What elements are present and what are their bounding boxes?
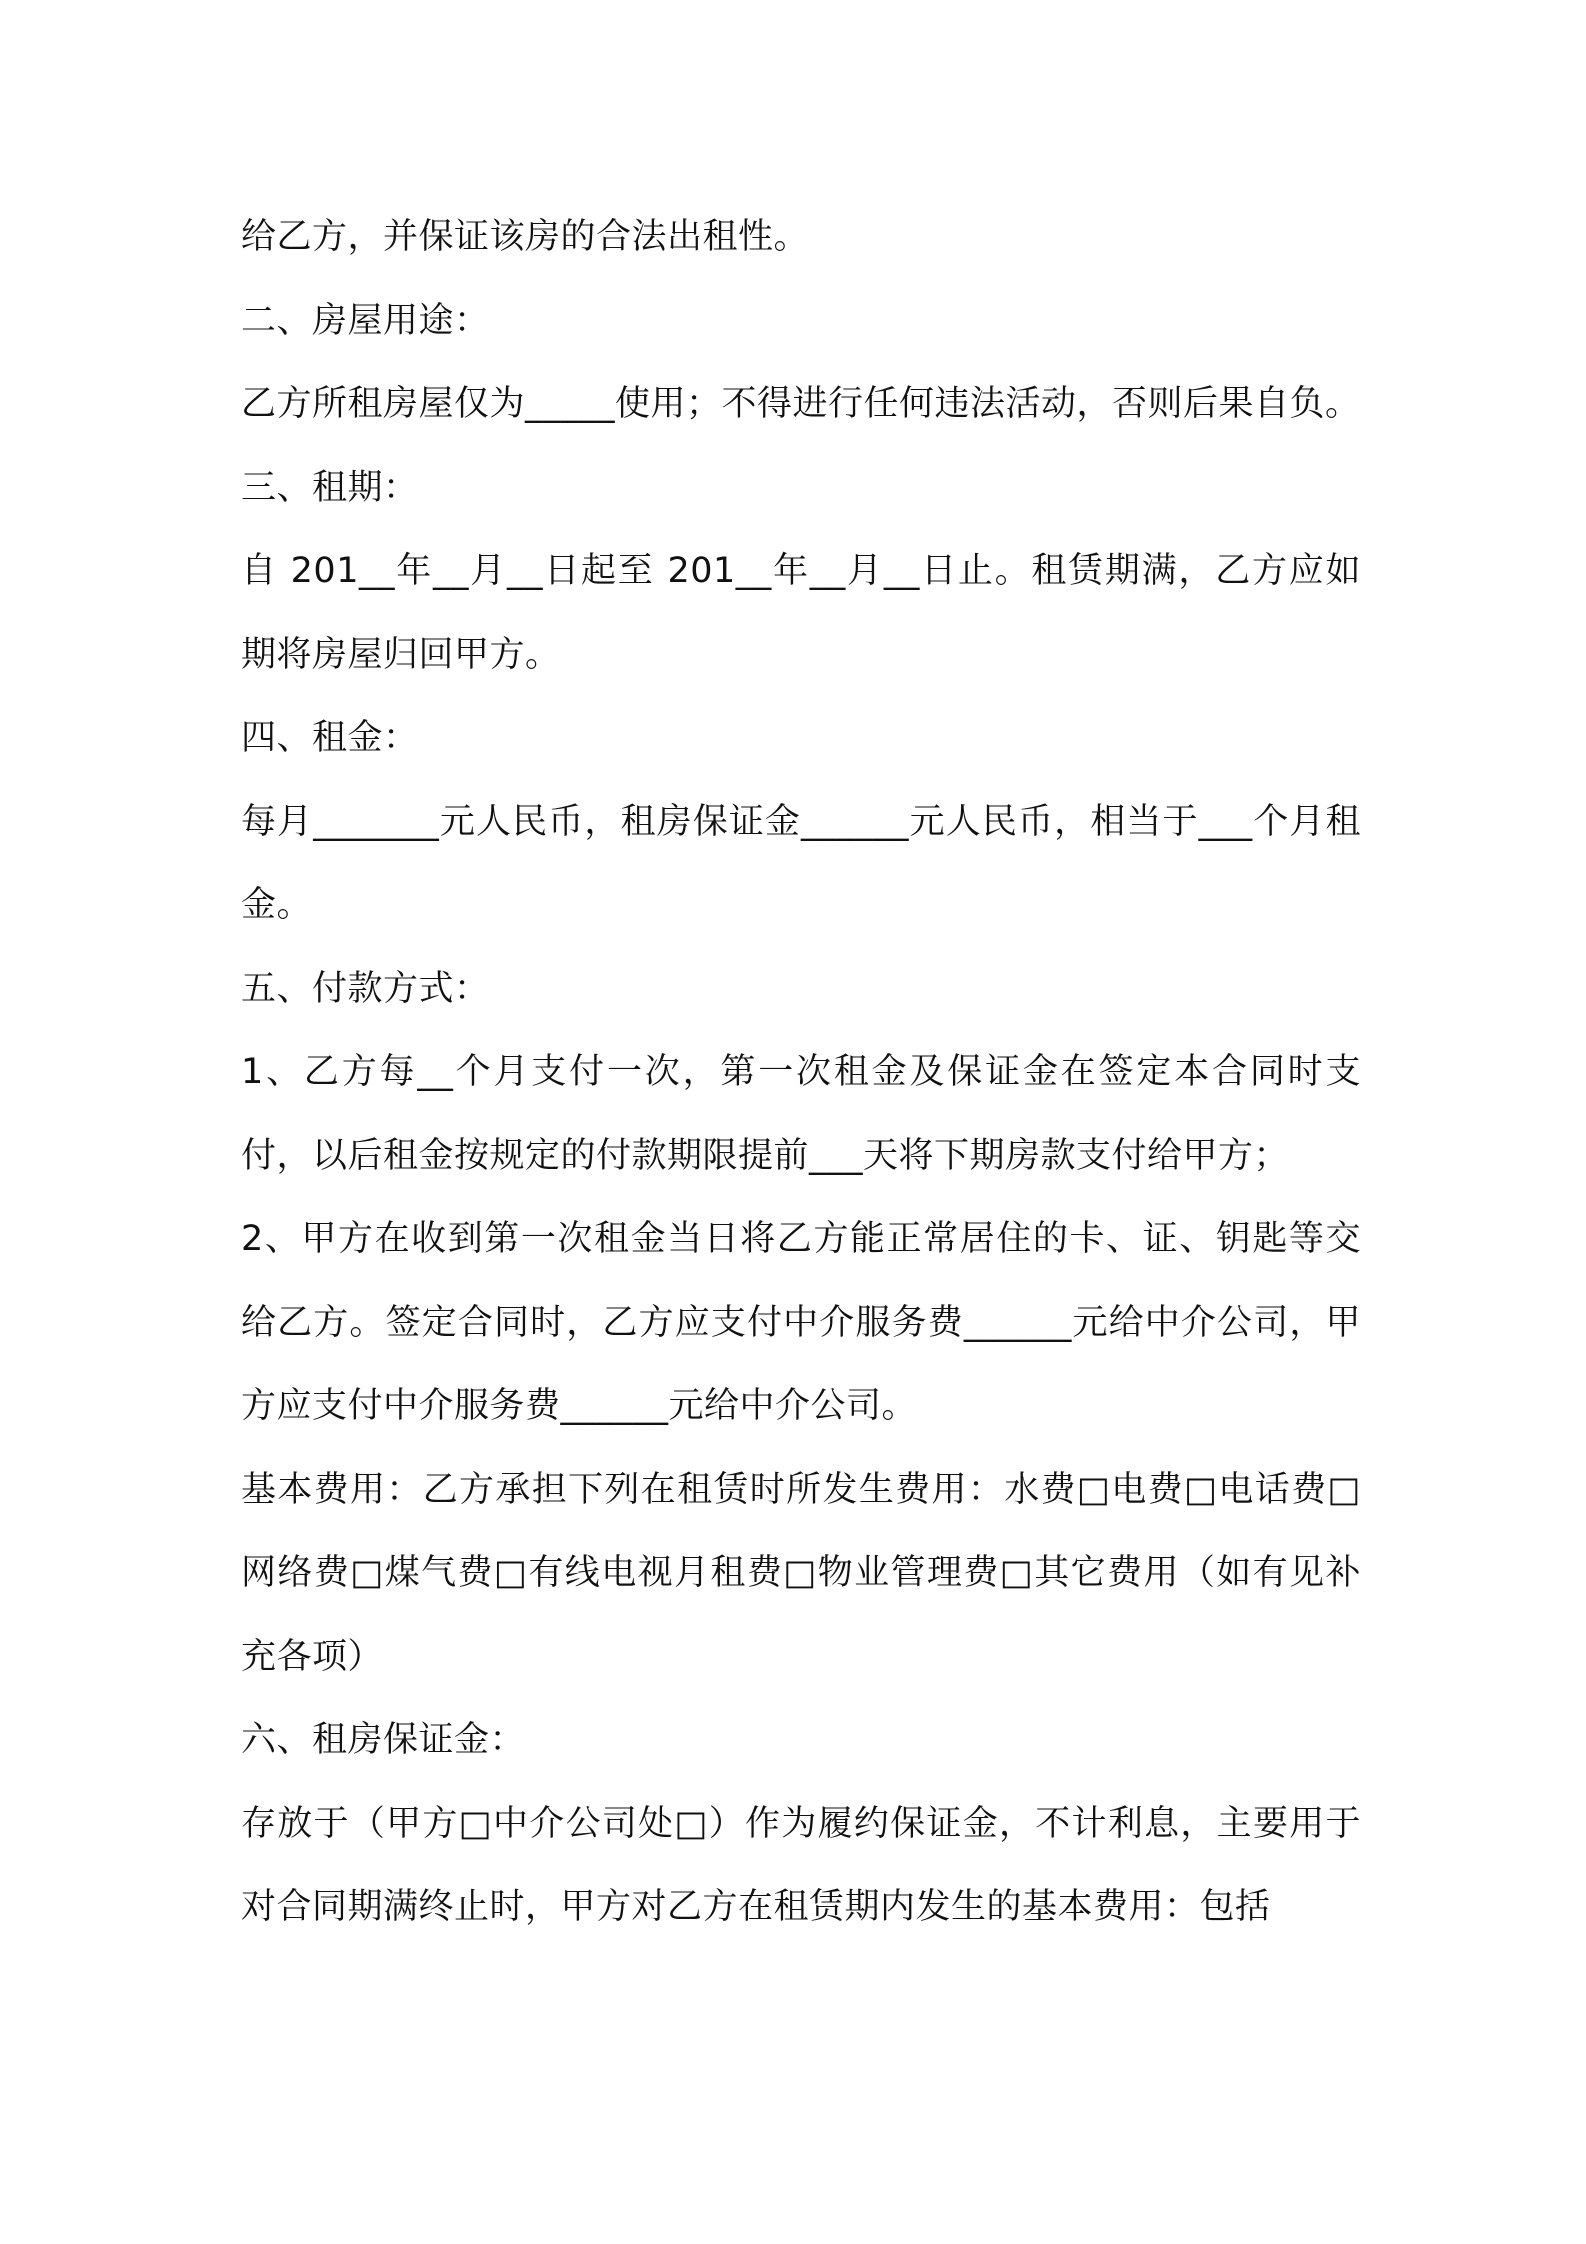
section-heading-term: 三、租期： xyxy=(241,467,419,508)
section-heading-deposit: 六、租房保证金： xyxy=(241,1720,526,1760)
paragraph-deposit: 存放于（甲方□中介公司处□）作为履约保证金，不计利息，主要用于对合同期满终止时，甲方对乙方在租赁期内发生的基本费用：包括 xyxy=(241,1803,1361,1927)
paragraph-term: 自 201__年__月__日起至 201__年__月__日止。租赁期满，乙方应如期将房屋归回甲方。 xyxy=(241,551,1361,675)
paragraph-basic-fees: 基本费用：乙方承担下列在租赁时所发生费用：水费□电费□电话费□网络费□煤气费□有线电视月租费□物业管理费□其它费用（如有见补充各项） xyxy=(241,1469,1361,1677)
paragraph-payment-2: 2、甲方在收到第一次租金当日将乙方能正常居住的卡、证、钥匙等交给乙方。签定合同时，乙方应支付中介服务费______元给中介公司，甲方应支付中介服务费______元给中介公司。 xyxy=(241,1219,1361,1426)
paragraph-payment-1: 1、乙方每__个月支付一次，第一次租金及保证金在签定本合同时支付，以后租金按规定的付款期限提前___天将下期房款支付给甲方； xyxy=(241,1052,1361,1176)
paragraph-rent: 每月_______元人民币，租房保证金______元人民币，相当于___个月租金。 xyxy=(241,801,1361,925)
section-heading-rent: 四、租金： xyxy=(241,718,419,758)
paragraph-usage: 乙方所租房屋仅为_____使用；不得进行任何违法活动，否则后果自负。 xyxy=(241,384,1361,424)
document-body xyxy=(241,196,1361,1950)
section-heading-payment: 五、付款方式： xyxy=(241,968,490,1009)
paragraph-continuation: 给乙方，并保证该房的合法出租性。 xyxy=(241,217,810,257)
section-heading-usage: 二、房屋用途： xyxy=(241,300,490,341)
